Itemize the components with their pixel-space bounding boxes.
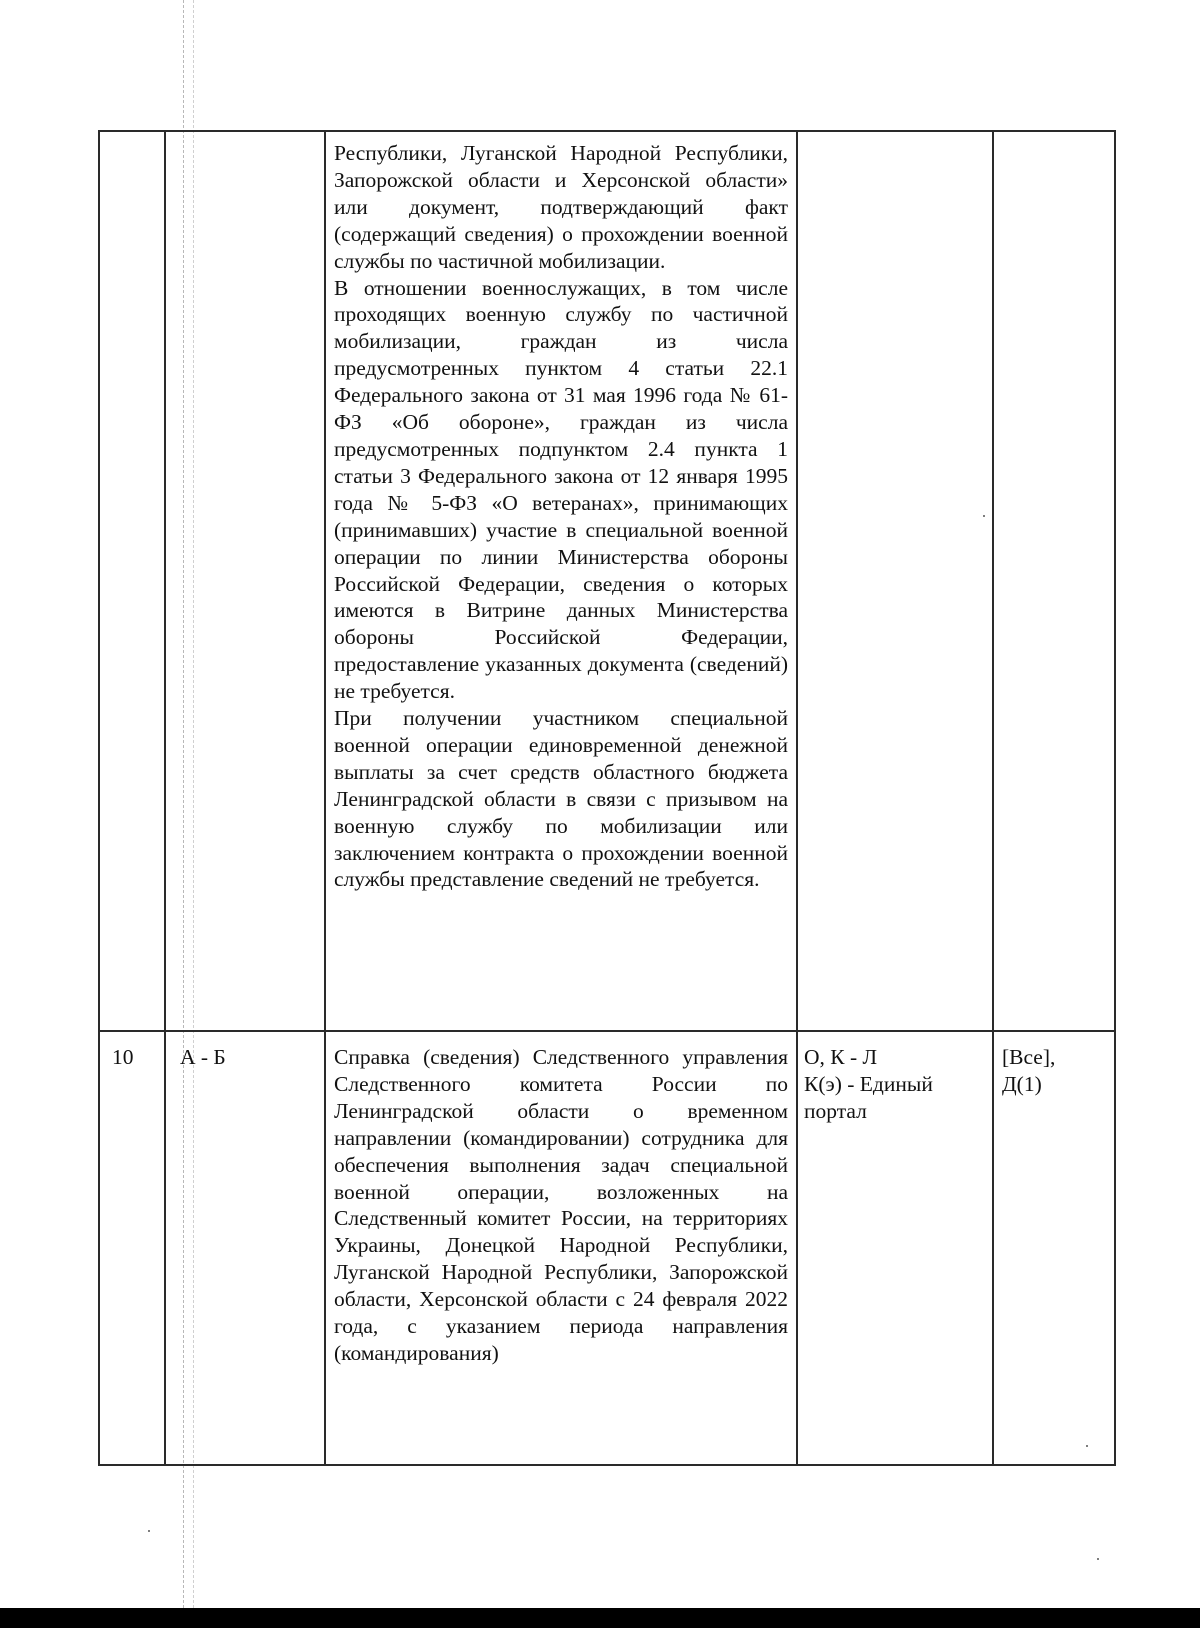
table-row xyxy=(99,1031,1115,1465)
submission-method-cell xyxy=(797,131,993,1031)
description-paragraph: В отношении военнослужащих, в том числе проходящих военную службу по частичной мобилизации, граждан из числа предусмотренных пунктом 4 статьи 22.1 Федерального закона от 31 мая 1996 года № 61-ФЗ «Об обороне», граждан из числа предусмотренных подпунктом 2.4 пункта 1 статьи 3 Федерального закона от 12 января 1995 года № 5-ФЗ «О ветеранах», принимающих (принимавших) участие в специальной военной операции по линии Министерства обороны Российской Федерации, сведения о которых имеются в Витрине данных Министерства обороны Российской Федерации, предоставление указанных документа (сведений) не требуется. xyxy=(334,275,788,704)
document-table xyxy=(98,130,1116,1466)
row-code-cell xyxy=(165,131,325,1031)
submission-method-cell xyxy=(797,1031,993,1465)
description-paragraph: Республики, Луганской Народной Республики, Запорожской области и Херсонской области» или документ, подтверждающий факт (содержащий сведения) о прохождении военной службы по частичной мобилизации. xyxy=(334,141,788,273)
description-paragraph: При получении участником специальной военной операции единовременной денежной выплаты за счет средств областного бюджета Ленинградской области в связи с призывом на военную службу по мобилизации или заключением контракта о прохождении военной службы представление сведений не требуется. xyxy=(334,706,788,892)
category-line: [Все], xyxy=(1002,1045,1056,1069)
row-number-cell xyxy=(99,131,165,1031)
category-line: Д(1) xyxy=(1002,1071,1042,1096)
document-description-cell xyxy=(325,131,797,1031)
table-row xyxy=(99,131,1115,1031)
scan-speck xyxy=(1097,1558,1099,1560)
row-code-cell: А - Б xyxy=(165,1031,325,1465)
category-cell xyxy=(993,131,1115,1031)
description-paragraph: Справка (сведения) Следственного управления Следственного комитета России по Ленинградской области о временном направлении (командировании) сотрудника для обеспечения выполнения задач специальной военной операции, возложенных на Следственный комитет России, на территориях Украины, Донецкой Народной Республики, Луганской Народной Республики, Запорожской области, Херсонской области с 24 февраля 2022 года, с указанием периода направления (командирования) xyxy=(334,1045,788,1365)
category-cell xyxy=(993,1031,1115,1465)
scan-bottom-edge xyxy=(0,1608,1200,1628)
scan-speck xyxy=(148,1530,150,1532)
method-line: К(э) - Единый портал xyxy=(804,1071,933,1123)
row-number-cell: 10 xyxy=(99,1031,165,1465)
document-description-cell xyxy=(325,1031,797,1465)
method-line: О, К - Л xyxy=(804,1045,878,1069)
